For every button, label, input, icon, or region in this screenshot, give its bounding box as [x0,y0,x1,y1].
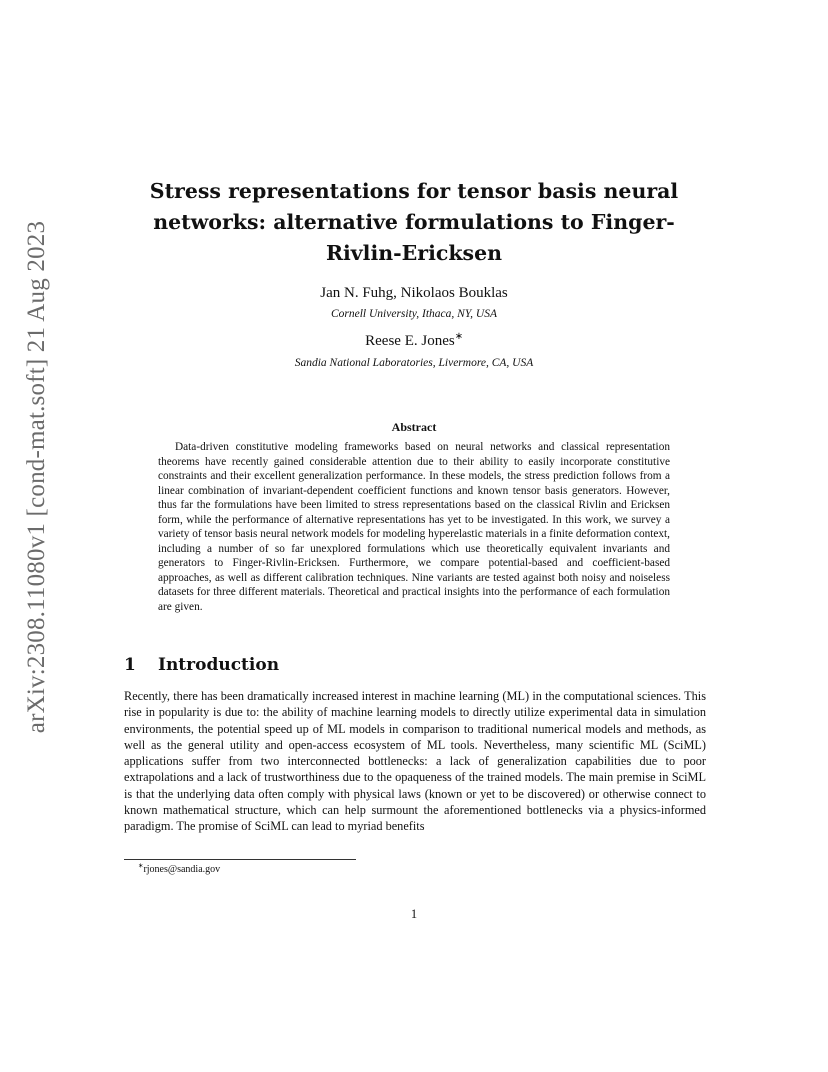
author-name-jones: Reese E. Jones [365,333,455,349]
footnote-mark: ∗ [138,862,144,870]
abstract-text: Data-driven constitutive modeling frameworks based on neural networks and classical representation theorems have recently gained considerable attention due to their ability to easily incorporate constitutive constraints and their excellent generalization performance. In these models, the stress prediction follows from a linear combination of invariant-dependent coefficient functions and known tensor basis generators. However, thus far the formulations have been limited to stress representations based on the classical Rivlin and Ericksen form, while the performance of alternative representations has yet to be investigated. In this work, we survey a variety of tensor basis neural network models for modeling hyperelastic materials in a finite deformation context, including a number of so far unexplored formulations which use theoretically equivalent invariants and generators to Finger-Rivlin-Ericksen. Furthermore, we compare potential-based and coefficient-based approaches, as well as different calibration techniques. Nine variants are tested against both noisy and noiseless datasets for three different materials. Theoretical and practical insights into the performance of each formulation are given. [158,441,670,613]
author-affiliation-2: Sandia National Laboratories, Livermore, CA, USA [294,357,534,369]
footnote-email: rjones@sandia.gov [143,864,221,875]
section-title: Introduction [158,655,280,675]
footnote-divider [124,859,356,860]
author-names-group-1: Jan N. Fuhg, Nikolaos Bouklas [320,285,508,301]
section-heading-introduction [124,655,279,675]
section-number: 1 [124,655,136,675]
introduction-paragraph: Recently, there has been dramatically increased interest in machine learning (ML) in the computational sciences. This rise in popularity is due to: the ability of machine learning models to directly utilize experimental data in simulation environments, the potential speed up of ML models in comparison to traditional numerical models and methods, as well as the general utility and open-access ecosystem of ML tools. Nevertheless, many scientific ML (SciML) applications suffer from two interconnected bottlenecks: a lack of generalization capabilities due to poor extrapolations and a lack of trustworthiness due to the opaqueness of the trained models. The main premise in SciML is that the underlying data often comply with physical laws (known or yet to be discovered) or otherwise connect to known mathematical structure, which can help surmount the aforementioned bottlenecks via a physics-informed paradigm. The promise of SciML can lead to myriad benefits [124,689,706,833]
arxiv-identifier-text: arXiv:2308.11080v1 [cond-mat.soft] 21 Aug 2023 [23,220,50,734]
paper-title: Stress representations for tensor basis neural networks: alternative formulations to Finger-Rivlin-Ericksen [149,179,679,265]
page-number: 1 [410,907,418,921]
corresponding-author-mark: ∗ [454,331,463,342]
author-affiliation-1: Cornell University, Ithaca, NY, USA [330,308,497,320]
footnote [138,864,220,875]
abstract-heading: Abstract [391,420,437,434]
arxiv-identifier-stamp [23,220,50,734]
author-names-group-2 [124,333,704,350]
